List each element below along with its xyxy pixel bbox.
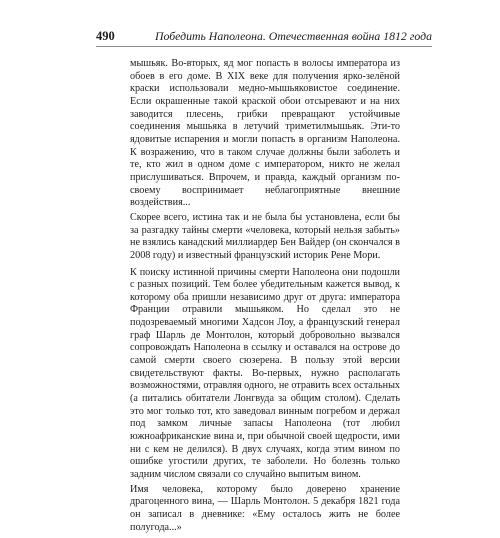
running-header [96,26,432,46]
body-text [130,58,400,538]
paragraph-2: Скорее всего, истина так и не была бы установлена, если бы за разгадку тайны смерти «человека, который нельзя забыть» не взялись канадский миллиардер Бен Вайдер (он скончался в 2008 году) и известный французский историк Рене Мори. [130,211,400,261]
paragraph-3: К поиску истинной причины смерти Наполеона они подошли с разных позиций. Тем более убедительным кажется вывод, к которому оба пришли независимо друг от друга: императора Франции отравили мышьяком. Но сделал это не подозреваемый многими Хадсон Лоу, а французский генерал граф Шарль де Монтолон, который добровольно вызвался сопровождать Наполеона в ссылку и оставался на острове до самой смерти своего сюзерена. В пользу этой версии свидетельствуют факты. Во-первых, нужно располагать возможностями, отравляя одного, не отравить всех остальных (а питались обитатели Лонгвуда за общим столом). Сделать это мог только тот, кто заведовал винным погребом и держал под замком личные запасы Наполеона (тот любил южноафриканские вина и, при обычной своей щедрости, ими ни с кем не делился). В двух случаях, когда этим вином по ошибке угостили других, те заболели. Но болезнь только задним числом связали со случайно выпитым вином. [130,266,401,480]
header-rule [96,46,432,47]
paragraph-4: Имя человека, которому было доверено хранение драгоценного вина, — Шарль Монтолон. 5 декабря 1821 года он записал в дневнике: «Ему осталось жить не более полугода...» [130,483,400,533]
paragraph-1: мышьяк. Во-вторых, яд мог попасть в волосы императора из обоев в его доме. В XIX веке для получения ярко-зелёной краски использовали медно-мышьяковистое соединение. Если окрашенные такой краской обои отсыревают и на них заводится плесень, грибки превращают устойчивые соединения мышьяка в летучий триметилмышьяк. Эти-то ядовитые испарения и могли попасть в организм Наполеона. К возражению, что в таком случае должны были заболеть и те, кто жил в одном доме с императором, никто не желал прислушиваться. Впрочем, и правда, каждый организм по-своему воспринимает неблагоприятные внешние воздействия... [130,58,400,209]
page-number: 490 [96,29,115,43]
running-title: Победить Наполеона. Отечественная война 1812 года [154,29,432,43]
